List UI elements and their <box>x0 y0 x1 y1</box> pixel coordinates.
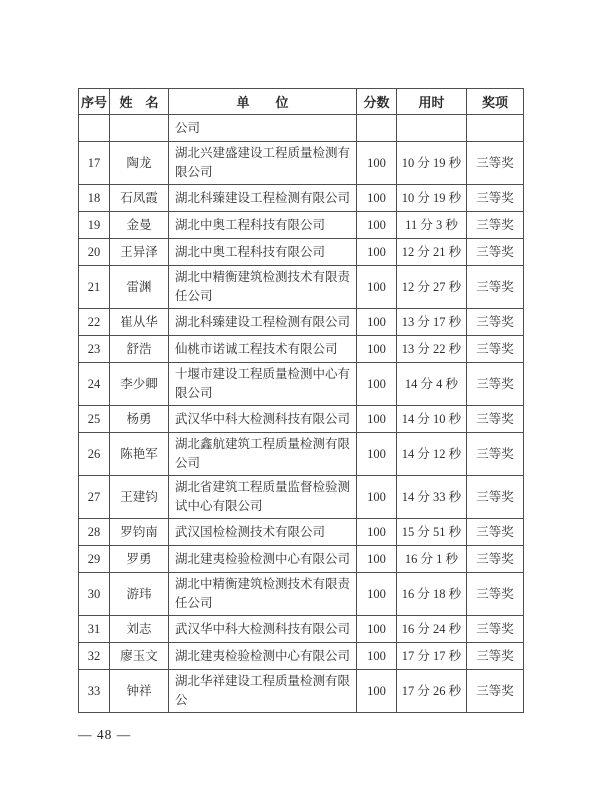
table-row <box>79 239 524 266</box>
table-row <box>79 643 524 670</box>
cell-award <box>467 115 524 142</box>
cell-unit: 湖北建夷检验检测中心有限公司 <box>169 546 357 573</box>
table-header-row <box>79 89 524 115</box>
cell-name: 陈艳军 <box>110 433 169 476</box>
col-header-time: 用时 <box>397 89 467 115</box>
col-header-award: 奖项 <box>467 89 524 115</box>
cell-score: 100 <box>357 519 397 546</box>
cell-time: 13 分 22 秒 <box>397 336 467 363</box>
cell-award: 三等奖 <box>467 336 524 363</box>
table-row <box>79 616 524 643</box>
cell-no: 27 <box>79 476 110 519</box>
cell-no: 23 <box>79 336 110 363</box>
cell-award: 三等奖 <box>467 406 524 433</box>
table-row <box>79 406 524 433</box>
cell-score: 100 <box>357 643 397 670</box>
cell-award: 三等奖 <box>467 212 524 239</box>
cell-award: 三等奖 <box>467 433 524 476</box>
table-row <box>79 266 524 309</box>
cell-score: 100 <box>357 476 397 519</box>
cell-no: 18 <box>79 185 110 212</box>
cell-score: 100 <box>357 336 397 363</box>
cell-name: 钟祥 <box>110 670 169 713</box>
cell-time: 12 分 27 秒 <box>397 266 467 309</box>
col-header-unit: 单 位 <box>169 89 357 115</box>
cell-score: 100 <box>357 546 397 573</box>
cell-no: 31 <box>79 616 110 643</box>
cell-unit: 湖北科臻建设工程检测有限公司 <box>169 309 357 336</box>
cell-score: 100 <box>357 142 397 185</box>
cell-name <box>110 115 169 142</box>
cell-unit: 仙桃市诺诚工程技术有限公司 <box>169 336 357 363</box>
col-header-score: 分数 <box>357 89 397 115</box>
cell-award: 三等奖 <box>467 309 524 336</box>
results-table <box>78 88 524 713</box>
cell-unit: 湖北建夷检验检测中心有限公司 <box>169 643 357 670</box>
cell-no: 29 <box>79 546 110 573</box>
cell-name: 王异泽 <box>110 239 169 266</box>
table-body <box>79 115 524 713</box>
cell-unit: 武汉华中科大检测科技有限公司 <box>169 616 357 643</box>
cell-unit: 湖北华祥建设工程质量检测有限公 <box>169 670 357 713</box>
cell-unit: 武汉国检检测技术有限公司 <box>169 519 357 546</box>
cell-no: 17 <box>79 142 110 185</box>
cell-name: 刘志 <box>110 616 169 643</box>
cell-no: 25 <box>79 406 110 433</box>
cell-award: 三等奖 <box>467 185 524 212</box>
table-row <box>79 363 524 406</box>
cell-name: 李少卿 <box>110 363 169 406</box>
table-row <box>79 476 524 519</box>
cell-no: 19 <box>79 212 110 239</box>
cell-award: 三等奖 <box>467 266 524 309</box>
cell-score: 100 <box>357 363 397 406</box>
table-row <box>79 185 524 212</box>
cell-unit: 湖北中奥工程科技有限公司 <box>169 239 357 266</box>
cell-unit: 湖北省建筑工程质量监督检验测试中心有限公司 <box>169 476 357 519</box>
cell-unit: 十堰市建设工程质量检测中心有限公司 <box>169 363 357 406</box>
cell-score: 100 <box>357 239 397 266</box>
cell-time: 13 分 17 秒 <box>397 309 467 336</box>
cell-name: 石凤霞 <box>110 185 169 212</box>
cell-score: 100 <box>357 616 397 643</box>
cell-score: 100 <box>357 406 397 433</box>
col-header-no: 序号 <box>79 89 110 115</box>
cell-no <box>79 115 110 142</box>
cell-score: 100 <box>357 433 397 476</box>
cell-time: 16 分 18 秒 <box>397 573 467 616</box>
table-row <box>79 433 524 476</box>
cell-unit: 湖北科臻建设工程检测有限公司 <box>169 185 357 212</box>
cell-name: 崔从华 <box>110 309 169 336</box>
cell-award: 三等奖 <box>467 546 524 573</box>
cell-name: 杨勇 <box>110 406 169 433</box>
cell-award: 三等奖 <box>467 142 524 185</box>
table-row <box>79 336 524 363</box>
cell-no: 30 <box>79 573 110 616</box>
cell-no: 21 <box>79 266 110 309</box>
cell-no: 24 <box>79 363 110 406</box>
table-row <box>79 670 524 713</box>
cell-award: 三等奖 <box>467 643 524 670</box>
cell-name: 陶龙 <box>110 142 169 185</box>
table-row <box>79 573 524 616</box>
cell-no: 28 <box>79 519 110 546</box>
page-number: — 48 — <box>78 727 132 742</box>
cell-time: 16 分 1 秒 <box>397 546 467 573</box>
cell-name: 金曼 <box>110 212 169 239</box>
cell-no: 20 <box>79 239 110 266</box>
cell-award: 三等奖 <box>467 363 524 406</box>
cell-score: 100 <box>357 309 397 336</box>
cell-name: 罗钧南 <box>110 519 169 546</box>
cell-time: 11 分 3 秒 <box>397 212 467 239</box>
cell-time: 14 分 33 秒 <box>397 476 467 519</box>
cell-award: 三等奖 <box>467 573 524 616</box>
cell-no: 22 <box>79 309 110 336</box>
cell-score: 100 <box>357 266 397 309</box>
cell-award: 三等奖 <box>467 519 524 546</box>
col-header-name: 姓 名 <box>110 89 169 115</box>
cell-unit: 湖北中精衡建筑检测技术有限责任公司 <box>169 266 357 309</box>
cell-score: 100 <box>357 670 397 713</box>
cell-award: 三等奖 <box>467 670 524 713</box>
cell-time: 14 分 10 秒 <box>397 406 467 433</box>
cell-no: 32 <box>79 643 110 670</box>
cell-unit: 湖北中精衡建筑检测技术有限责任公司 <box>169 573 357 616</box>
cell-unit: 武汉华中科大检测科技有限公司 <box>169 406 357 433</box>
table-row <box>79 212 524 239</box>
cell-time: 12 分 21 秒 <box>397 239 467 266</box>
cell-unit: 湖北中奥工程科技有限公司 <box>169 212 357 239</box>
cell-name: 廖玉文 <box>110 643 169 670</box>
cell-time: 10 分 19 秒 <box>397 185 467 212</box>
cell-time: 16 分 24 秒 <box>397 616 467 643</box>
cell-score: 100 <box>357 573 397 616</box>
cell-time: 14 分 4 秒 <box>397 363 467 406</box>
cell-unit: 湖北兴建盛建设工程质量检测有限公司 <box>169 142 357 185</box>
cell-name: 雷渊 <box>110 266 169 309</box>
cell-award: 三等奖 <box>467 239 524 266</box>
cell-time: 17 分 26 秒 <box>397 670 467 713</box>
cell-unit: 湖北鑫航建筑工程质量检测有限公司 <box>169 433 357 476</box>
cell-time <box>397 115 467 142</box>
cell-name: 舒浩 <box>110 336 169 363</box>
table-row <box>79 519 524 546</box>
cell-time: 15 分 51 秒 <box>397 519 467 546</box>
cell-time: 10 分 19 秒 <box>397 142 467 185</box>
cell-time: 14 分 12 秒 <box>397 433 467 476</box>
cell-no: 33 <box>79 670 110 713</box>
cell-score: 100 <box>357 185 397 212</box>
cell-award: 三等奖 <box>467 476 524 519</box>
cell-unit: 公司 <box>169 115 357 142</box>
cell-name: 罗勇 <box>110 546 169 573</box>
cell-time: 17 分 17 秒 <box>397 643 467 670</box>
cell-name: 王建钧 <box>110 476 169 519</box>
table-row <box>79 142 524 185</box>
table-row <box>79 115 524 142</box>
cell-score <box>357 115 397 142</box>
cell-award: 三等奖 <box>467 616 524 643</box>
cell-no: 26 <box>79 433 110 476</box>
table-row <box>79 309 524 336</box>
cell-name: 游玮 <box>110 573 169 616</box>
cell-score: 100 <box>357 212 397 239</box>
table-row <box>79 546 524 573</box>
